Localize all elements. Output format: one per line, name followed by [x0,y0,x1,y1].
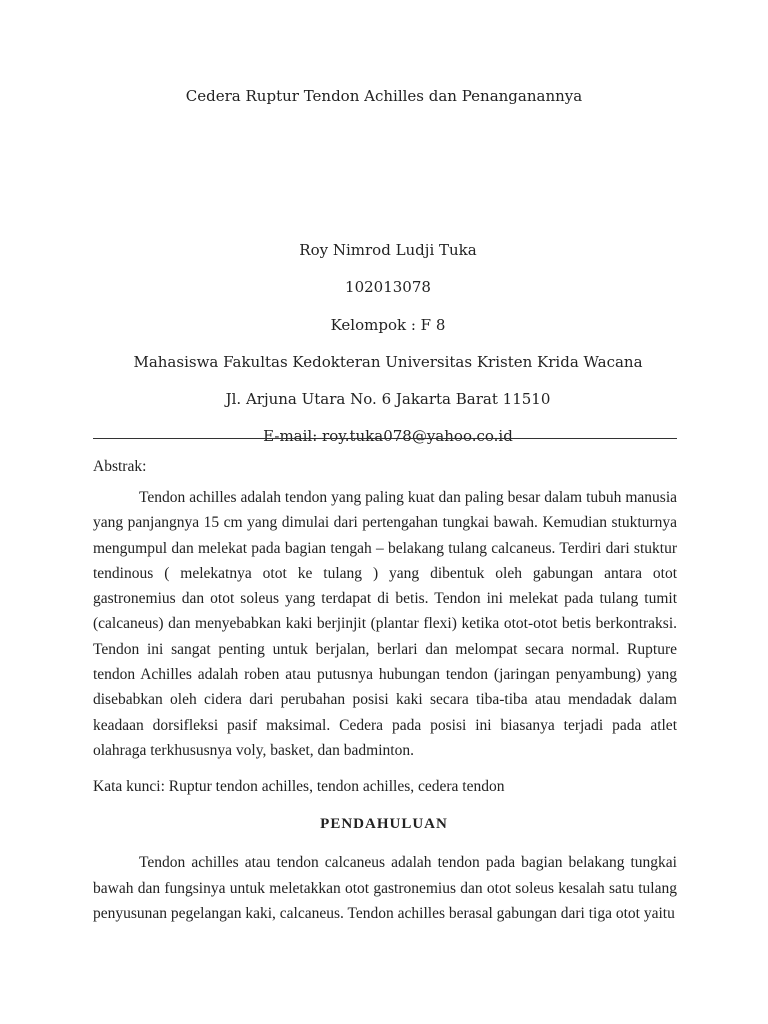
horizontal-divider [93,438,677,439]
section-heading: PENDAHULUAN [320,816,448,832]
author-info [60,232,716,456]
affiliation: Mahasiswa Fakultas Kedokteran Universitas Kristen Krida Wacana [133,352,643,371]
student-id: 102013078 [345,278,431,297]
intro-paragraph: Tendon achilles atau tendon calcaneus adalah tendon pada bagian belakang tungkai bawah dan fungsinya untuk meletakkan otot gastronemius dan otot soleus kesalah satu tulang penyusunan pegelangan kaki, calcaneus. Tendon achilles berasal gabungan dari tiga otot yaitu [93,854,677,922]
group-label: Kelompok : F 8 [330,315,446,334]
author-name: Roy Nimrod Ludji Tuka [299,241,477,259]
email: E-mail: roy.tuka078@yahoo.co.id [263,427,513,446]
abstract-paragraph: Tendon achilles adalah tendon yang paling kuat dan paling besar dalam tubuh manusia yang panjangnya 15 cm yang dimulai dari pertengahan tungkai bawah. Kemudian stukturnya mengumpul dan melekat pada bagian tengah – belakang tulang calcaneus. Terdiri dari stuktur tendinous ( melekatnya otot ke tulang ) yang dibentuk oleh gabungan antara otot gastronemius dan otot soleus yang terdapat di betis. Tendon ini melekat pada tulang tumit (calcaneus) dan menyebabkan kaki berjinjit (plantar flexi) ketika otot-otot betis berkontraksi. Tendon ini sangat penting untuk berjalan, berlari dan melompat secara normal. Rupture tendon Achilles adalah roben atau putusnya hubungan tendon (jaringan penyambung) yang disebabkan oleh cidera dari perubahan posisi kaki secara tiba-tiba atau mendadak dalam keadaan dorsifleksi pasif maksimal. Cedera pada posisi ini biasanya terjadi pada atlet olahraga terkhususnya voly, basket, dan badminton. [93,489,677,759]
abstract-label: Abstrak: [93,458,147,475]
document-title: Cedera Ruptur Tendon Achilles dan Penanganannya [185,87,583,105]
keywords: Kata kunci: Ruptur tendon achilles, tendon achilles, cedera tendon [93,778,505,795]
address: Jl. Arjuna Utara No. 6 Jakarta Barat 11510 [225,390,551,409]
